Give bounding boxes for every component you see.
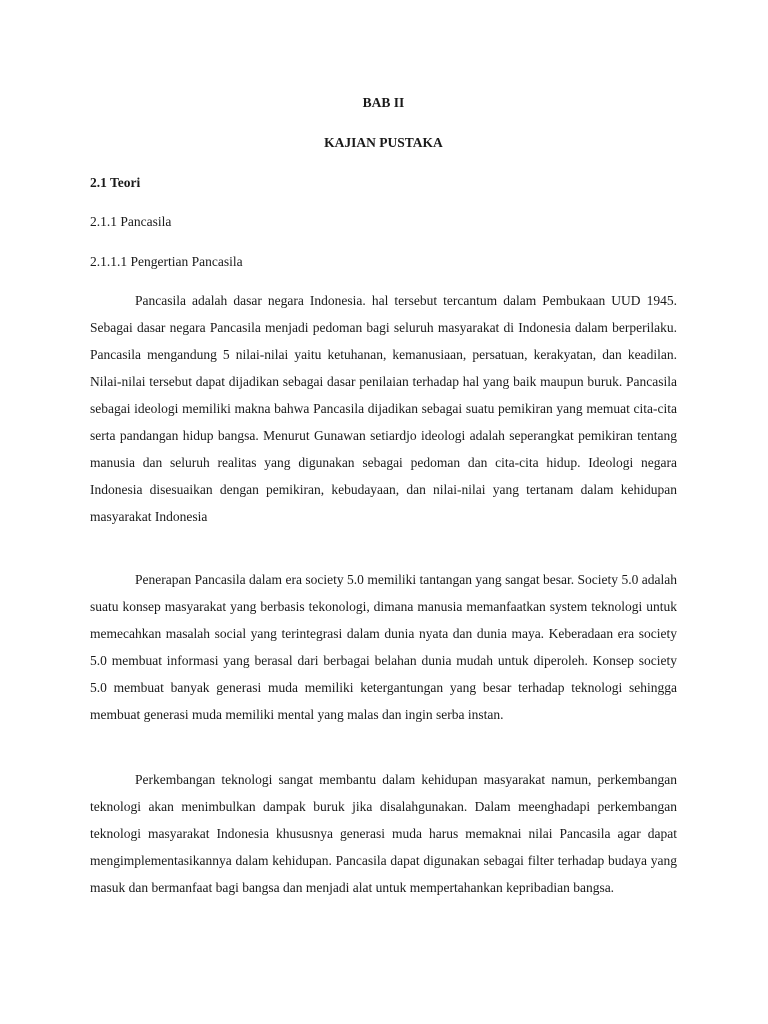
subsection-heading: 2.1.1 Pancasila (90, 214, 172, 229)
paragraph-pengertian-pancasila: Pancasila adalah dasar negara Indonesia. hal tersebut tercantum dalam Pembukaan UUD 1945. Sebagai dasar negara Pancasila menjadi pedoman bagi seluruh masyarakat di Indonesia dalam berperilaku. Pancasila mengandung 5 nilai-nilai yaitu ketuhanan, kemanusiaan, persatuan, kerakyatan, dan keadilan. Nilai-nilai tersebut dapat dijadikan sebagai dasar penilaian terhadap hal yang baik maupun buruk. Pancasila sebagai ideologi memiliki makna bahwa Pancasila dijadikan sebagai suatu pemikiran yang memuat cita-cita serta pandangan hidup bangsa. Menurut Gunawan setiardjo ideologi adalah seperangkat pemikiran tentang manusia dan seluruh realitas yang digunakan sebagai pedoman dan cita-cita hidup. Ideologi negara Indonesia disesuaikan dengan pemikiran, kebudayaan, dan nilai-nilai yang tertanam dalam kehidupan masyarakat Indonesia (90, 293, 677, 525)
chapter-number: BAB II (362, 95, 405, 110)
paragraph-society-5-0: Penerapan Pancasila dalam era society 5.0 memiliki tantangan yang sangat besar. Society 5.0 adalah suatu konsep masyarakat yang berbasis tekonologi, dimana manusia memanfaatkan system teknologi untuk memecahkan masalah social yang terintegrasi dalam dunia nyata dan dunia maya. Keberadaan era society 5.0 membuat informasi yang berasal dari berbagai belahan dunia mudah untuk diperoleh. Konsep society 5.0 membuat banyak generasi muda memiliki ketergantungan yang besar terhadap teknologi sehingga membuat generasi muda memiliki mental yang malas dan ingin serba instan. (90, 572, 677, 723)
subsubsection-heading: 2.1.1.1 Pengertian Pancasila (90, 254, 243, 269)
chapter-title: KAJIAN PUSTAKA (324, 135, 443, 150)
paragraph-perkembangan-teknologi: Perkembangan teknologi sangat membantu dalam kehidupan masyarakat namun, perkembangan teknologi akan menimbulkan dampak buruk jika disalahgunakan. Dalam meenghadapi perkembangan teknologi masyarakat Indonesia khususnya generasi muda harus memaknai nilai Pancasila agar dapat mengimplementasikannya dalam kehidupan. Pancasila dapat digunakan sebagai filter terhadap budaya yang masuk dan bermanfaat bagi bangsa dan menjadi alat untuk mempertahankan kepribadian bangsa. (90, 772, 677, 896)
section-heading: 2.1 Teori (90, 175, 141, 190)
